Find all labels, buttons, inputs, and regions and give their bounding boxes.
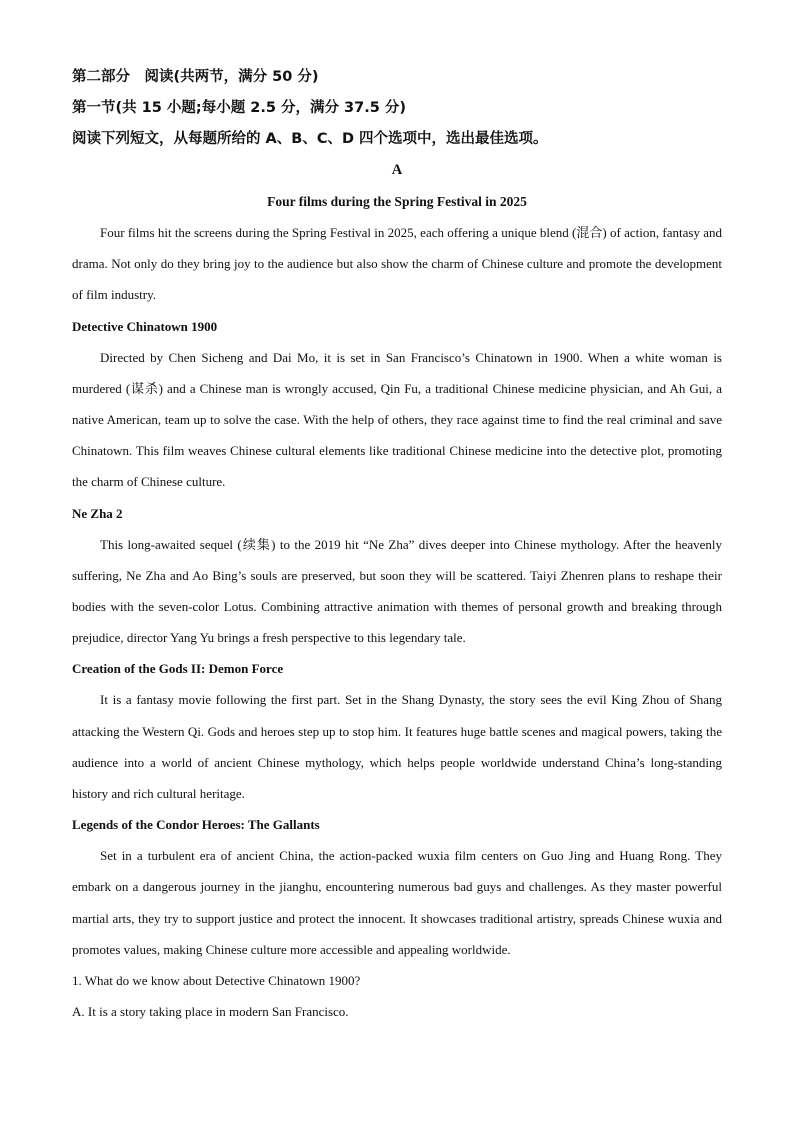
exam-page	[72, 62, 722, 1027]
film-title-4: Legends of the Condor Heroes: The Gallants	[72, 817, 320, 833]
passage-title: Four films during the Spring Festival in 2025	[267, 194, 527, 209]
film-title-3: Creation of the Gods II: Demon Force	[72, 661, 284, 677]
intro-paragraph: Four films hit the screens during the Spring Festival in 2025, each offering a unique blend (混合) of action, fantasy and drama. Not only do they bring joy to the audience but also show the charm of Chinese culture and promote the development of film industry.	[72, 225, 722, 303]
film-description-2: This long-awaited sequel (续集) to the 2019 hit “Ne Zha” dives deeper into Chinese mythology. After the heavenly suffering, Ne Zha and Ao Bing’s souls are preserved, but soon they will be scattered. Taiyi Zhenren plans to reshape their bodies with the seven-color Lotus. Combining attractive animation with themes of personal growth and breaking through prejudice, director Yang Yu brings a fresh perspective to this legendary tale.	[72, 536, 722, 646]
film-description-1: Directed by Chen Sicheng and Dai Mo, it is set in San Francisco’s Chinatown in 1900. When a white woman is murdered (谋杀) and a Chinese man is wrongly accused, Qin Fu, a traditional Chinese medicine physician, and Ah Gui, a native American, team up to solve the case. With the help of others, they race against time to find the real criminal and save Chinatown. This film weaves Chinese cultural elements like traditional Chinese medicine into the detective plot, promoting the charm of Chinese culture.	[72, 349, 722, 490]
question-stem: 1. What do we know about Detective Chinatown 1900?	[72, 973, 361, 989]
film-description-3: It is a fantasy movie following the first part. Set in the Shang Dynasty, the story sees the evil King Zhou of Shang attacking the Western Qi. Gods and heroes step up to stop him. It features huge battle scenes and magical powers, taking the audience into a world of ancient Chinese mythology, which helps people worldwide understand China’s long-standing history and rich cultural heritage.	[72, 692, 722, 802]
option-a: A. It is a story taking place in modern San Francisco.	[72, 1004, 349, 1020]
film-title-2: Ne Zha 2	[72, 505, 123, 521]
film-description-4: Set in a turbulent era of ancient China, the action-packed wuxia film centers on Guo Jing and Huang Rong. They embark on a dangerous journey in the jianghu, encountering numerous bad guys and challenges. As they master powerful martial arts, they try to support justice and protect the innocent. It showcases traditional artistry, spreads Chinese wuxia and promotes values, making Chinese culture more accessible and appealing worldwide.	[72, 848, 722, 957]
section-title: 第一节(共 15 小题;每小题 2.5 分，满分 37.5 分)	[72, 100, 406, 116]
instructions: 阅读下列短文，从每题所给的 A、B、C、D 四个选项中，选出最佳选项。	[72, 131, 548, 147]
part-title: 第二部分 阅读(共两节，满分 50 分)	[72, 69, 319, 85]
passage-letter: A	[391, 162, 403, 178]
film-title-1: Detective Chinatown 1900	[72, 318, 218, 334]
